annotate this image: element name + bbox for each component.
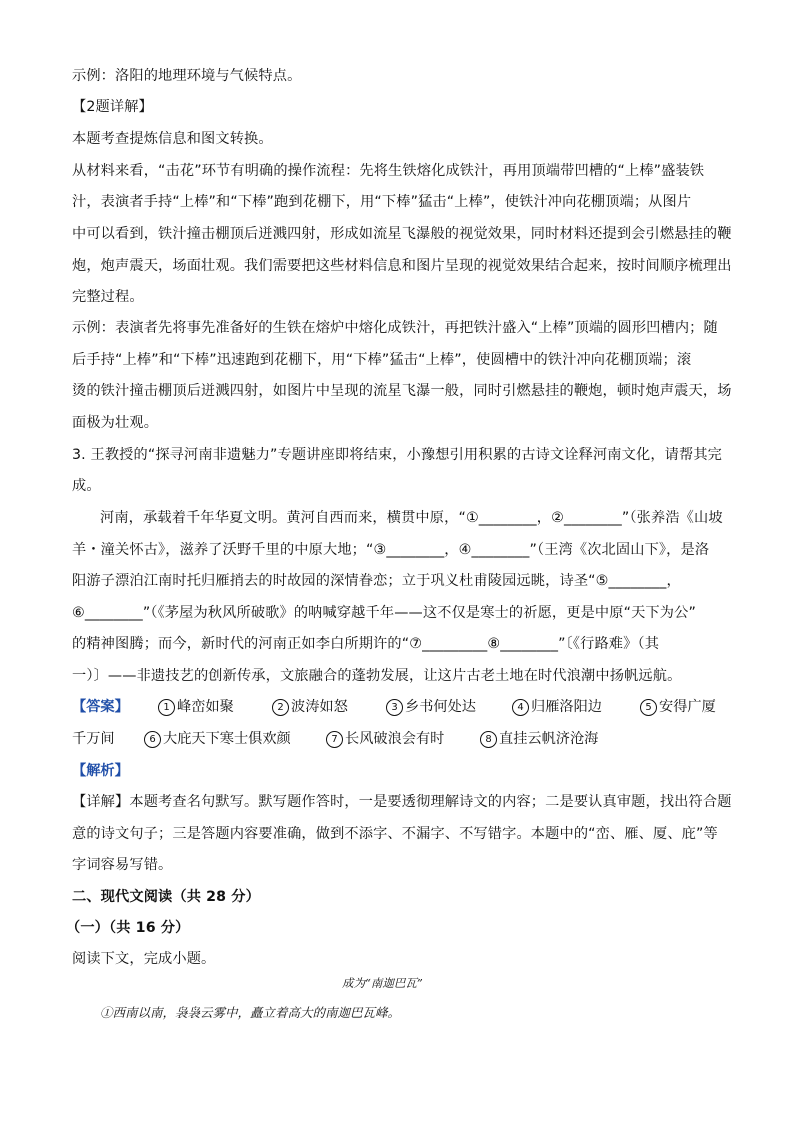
question-3-line: 3. 王教授的“探寻河南非遗魅力”专题讲座即将结束，小豫想引用积累的古诗文诠释河南文化，请帮其完: [72, 447, 723, 463]
fill-blank-line: ⑥________”（《茅屋为秋风所破歌》的呐喊穿越千年——这不仅是寒士的祈愿，更是中原“天下为公”: [72, 605, 696, 621]
answer-item: 6 大庇天下寒士俱欢颜: [144, 729, 291, 749]
analysis-tag: 【解析】: [72, 763, 129, 779]
answer-item: 3 乡书何处达: [386, 697, 476, 717]
paragraph-line: 本题考查提炼信息和图文转换。: [72, 131, 273, 147]
answer-item: 2 波涛如怒: [272, 697, 348, 717]
answer-item: 4 归雁洛阳边: [512, 697, 602, 717]
paragraph-line: 中可以看到，铁汁撞击棚顶后迸溅四射，形成如流星飞瀑般的视觉效果，同时材料还提到会引燃悬挂的鞭: [72, 226, 732, 242]
answer-item: 5 安得广厦: [640, 697, 716, 717]
paragraph-line: 面极为壮观。: [72, 415, 159, 431]
paragraph-line: 示例：表演者先将事先准备好的生铁在熔炉中熔化成铁汁，再把铁汁盛入“上棒”顶端的圆形凹槽内；随: [72, 320, 718, 336]
answer-item: 1 峰峦如聚: [158, 697, 234, 717]
article-title: 成为“南迦巴瓦”: [342, 976, 423, 990]
answer-item-continued: 千万间: [72, 731, 115, 747]
answer-item: 7 长风破浪会有时: [326, 729, 444, 749]
paragraph-line: 从材料来看，“击花”环节有明确的操作流程：先将生铁熔化成铁汁，再用顶端带凹槽的“上棒”盛装铁: [72, 163, 705, 179]
paragraph-line: 完整过程。: [72, 289, 144, 305]
detail-line: 【详解】本题考查名句默写。默写题作答时，一是要透彻理解诗文的内容；二是要认真审题，找出符合题: [72, 794, 732, 810]
paragraph-line: 炮，炮声震天，场面壮观。我们需要把这些材料信息和图片呈现的视觉效果结合起来，按时间顺序梳理出: [72, 258, 732, 274]
detail-line: 意的诗文句子；三是答题内容要准确，做到不添字、不漏字、不写错字。本题中的“峦、雁、厦、庇”等: [72, 826, 718, 842]
reading-instruction: 阅读下文，完成小题。: [72, 951, 216, 967]
subsection-title: （一）（共 16 分）: [66, 920, 190, 936]
question-3-line: 成。: [72, 478, 101, 494]
article-paragraph: ①西南以南，袅袅云雾中，矗立着高大的南迦巴瓦峰。: [100, 1005, 401, 1020]
paragraph-line: 烫的铁汁撞击棚顶后迸溅四射，如图片中呈现的流星飞瀑一般，同时引燃悬挂的鞭炮，顿时炮声震天，场: [72, 383, 732, 399]
detail-line: 字词容易写错。: [72, 857, 173, 873]
example-line-1: 示例：洛阳的地理环境与气候特点。: [72, 68, 302, 84]
fill-blank-line: 羊・潼关怀古》，滋养了沃野千里的中原大地；“③________，④________”（王湾《次北固山下》，是洛: [72, 542, 710, 558]
answer-tag: 【答案】: [72, 699, 129, 715]
fill-blank-line: 河南，承载着千年华夏文明。黄河自西而来，横贯中原，“①________，②________”（张养浩《山坡: [100, 510, 723, 526]
answer-item: 8 直挂云帆济沧海: [480, 729, 598, 749]
paragraph-line: 汁，表演者手持“上棒”和“下棒”跑到花棚下，用“下棒”猛击“上棒”，使铁汁冲向花棚顶端；从图片: [72, 194, 692, 210]
section-title: 二、现代文阅读（共 28 分）: [72, 889, 260, 905]
q2-detail-header: 【2题详解】: [72, 99, 153, 115]
fill-blank-line: 一）〕——非遗技艺的创新传承，文旅融合的蓬勃发展，让这片古老土地在时代浪潮中扬帆远航。: [72, 668, 682, 684]
fill-blank-line: 阳游子漂泊江南时托归雁捎去的时故园的深情眷恋；立于巩义杜甫陵园远眺，诗圣“⑤________，: [72, 573, 681, 589]
paragraph-line: 后手持“上棒”和“下棒”迅速跑到花棚下，用“下棒”猛击“上棒”，使圆槽中的铁汁冲向花棚顶端；滚: [72, 352, 692, 368]
fill-blank-line: 的精神图腾；而今，新时代的河南正如李白所期许的“⑦_________⑧________”〔《行路难》（其: [72, 636, 660, 652]
